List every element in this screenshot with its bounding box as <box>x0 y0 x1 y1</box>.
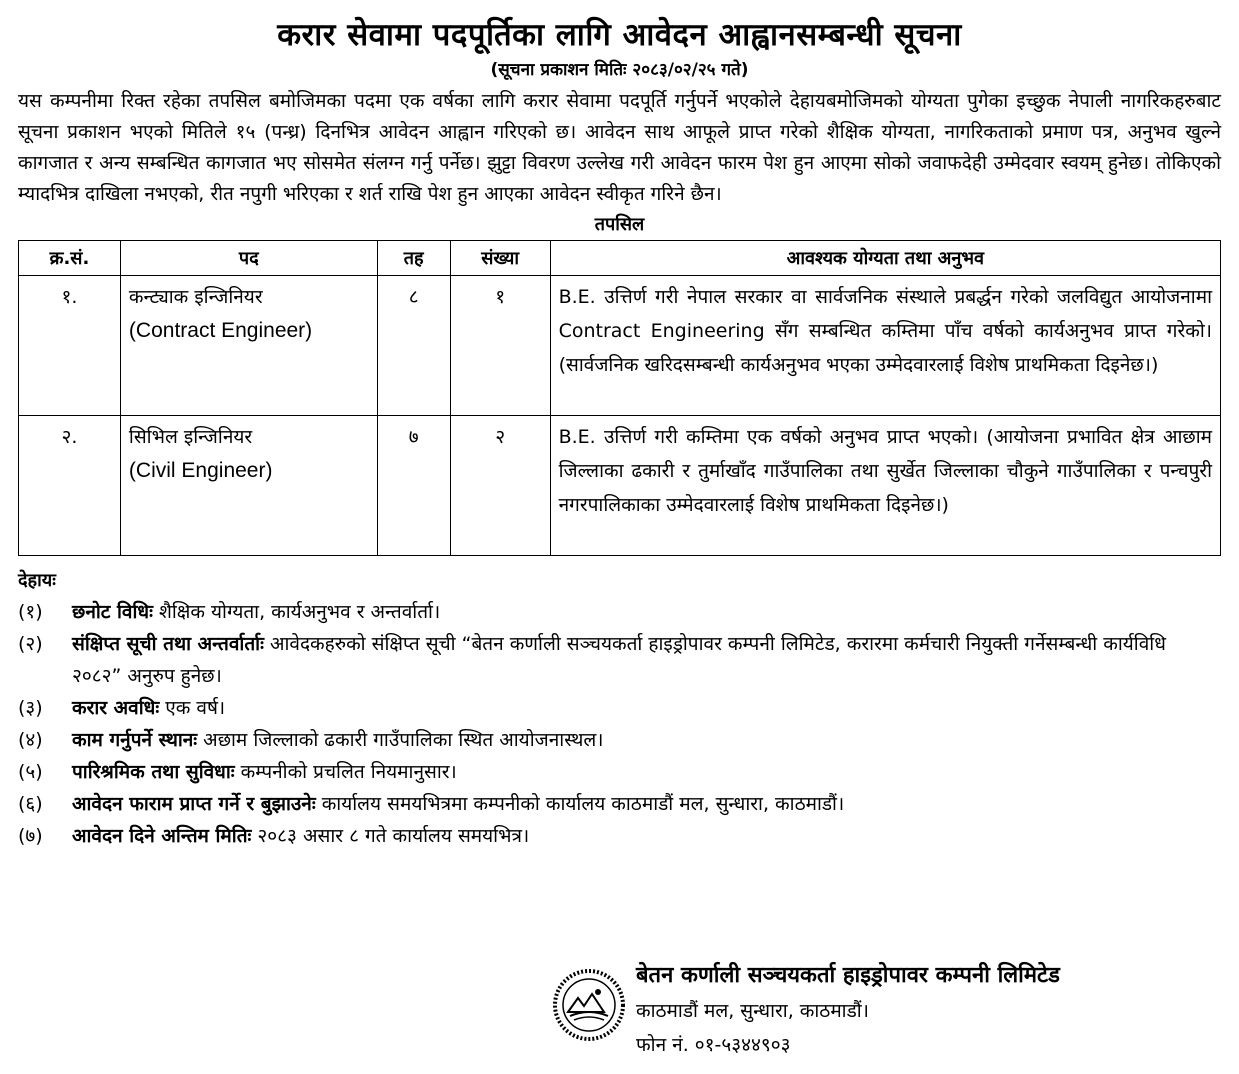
notice-title: करार सेवामा पदपूर्तिका लागि आवेदन आह्वानसम्बन्धी सूचना <box>277 17 962 53</box>
term-label: करार अवधिः <box>72 697 160 719</box>
term-text: शैक्षिक योग्यता, कार्यअनुभव र अन्तर्वार्ता। <box>152 601 441 623</box>
cell-level: ७ <box>377 416 450 556</box>
term-body <box>72 724 1221 756</box>
term-label: आवेदन दिने अन्तिम मितिः <box>72 825 252 847</box>
issuer-block <box>552 960 1222 1070</box>
table-row <box>19 276 1221 416</box>
term-body <box>72 788 1221 820</box>
header-level: तह <box>377 241 450 276</box>
term-body <box>72 628 1221 692</box>
table-header-row <box>19 241 1221 276</box>
list-item <box>18 820 1221 852</box>
header-count: संख्या <box>450 241 550 276</box>
term-label: काम गर्नुपर्ने स्थानः <box>72 729 198 751</box>
term-text: कार्यालय समयभित्रमा कम्पनीको कार्यालय काठमाडौं मल, सुन्धारा, काठमाडौं। <box>315 793 845 815</box>
term-label: आवेदन फाराम प्राप्त गर्ने र बुझाउनेः <box>72 793 316 815</box>
cell-post <box>120 416 377 556</box>
cell-sn: २. <box>19 416 121 556</box>
term-body <box>72 596 1221 628</box>
list-item <box>18 692 1221 724</box>
post-name-np: कन्ट्याक इन्जिनियर <box>128 286 263 308</box>
term-text: कम्पनीको प्रचलित नियमानुसार। <box>234 761 457 783</box>
posts-table <box>18 240 1221 556</box>
term-number: (५) <box>18 761 43 783</box>
list-item <box>18 756 1221 788</box>
term-number: (७) <box>18 825 43 847</box>
term-number: (२) <box>18 633 43 655</box>
company-seal-icon <box>552 968 626 1042</box>
intro-paragraph: यस कम्पनीमा रिक्त रहेका तपसिल बमोजिमका पदमा एक वर्षका लागि करार सेवामा पदपूर्ति गर्नुपर्ने भएकोले देहायबमोजिमको योग्यता पुगेका इच्छुक नेपाली नागरिकहरुबाट सूचना प्रकाशन भएको मितिले १५ (पन्ध्र) दिनभित्र आवेदन आह्वान गरिएको छ। आवेदन साथ आफूले प्राप्त गरेको शैक्षिक योग्यता, नागरिकताको प्रमाण पत्र, अनुभव खुल्ने कागजात र अन्य सम्बन्धित कागजात भए सोसमेत संलग्न गर्नु पर्नेछ। झुट्टा विवरण उल्लेख गरी आवेदन फारम पेश हुन आएमा सोको जवाफदेही उम्मेदवार स्वयम् हुनेछ। तोकिएको म्यादभित्र दाखिला नभएको, रीत नपुगी भरिएका र शर्त राखि पेश हुन आएका आवेदन स्वीकृत गरिने छैन। <box>18 90 1221 205</box>
cell-sn: १. <box>19 276 121 416</box>
term-label: पारिश्रमिक तथा सुविधाः <box>72 761 235 783</box>
term-number: (१) <box>18 601 43 623</box>
term-number: (४) <box>18 729 43 751</box>
cell-count: २ <box>450 416 550 556</box>
list-item <box>18 788 1221 820</box>
term-text: एक वर्ष। <box>159 697 226 719</box>
organization-name: बेतन कर्णाली सञ्चयकर्ता हाइड्रोपावर कम्पनी लिमिटेड <box>636 963 1060 988</box>
cell-qualification: B.E. उत्तिर्ण गरी कम्तिमा एक वर्षको अनुभव प्राप्त भएको। (आयोजना प्रभावित क्षेत्र आछाम जिल्लाका ढकारी र तुर्माखाँद गाउँपालिका तथा सुर्खेत जिल्लाका चौकुने गाउँपालिका र पन्चपुरी नगरपालिकाका उम्मेदवारलाई विशेष प्राथमिकता दिइनेछ।) <box>550 416 1220 556</box>
term-text: अछाम जिल्लाको ढकारी गाउँपालिका स्थित आयोजनास्थल। <box>197 729 604 751</box>
terms-heading: देहायः <box>18 570 56 591</box>
list-item <box>18 628 1221 692</box>
term-number: (३) <box>18 697 43 719</box>
term-number: (६) <box>18 793 43 815</box>
schedule-label: तपसिल <box>594 214 645 235</box>
publication-date: (सूचना प्रकाशन मितिः २०८३/०२/२५ गते) <box>490 60 749 80</box>
cell-level: ८ <box>377 276 450 416</box>
list-item <box>18 596 1221 628</box>
cell-count: १ <box>450 276 550 416</box>
post-name-en: (Civil Engineer) <box>128 459 273 482</box>
term-label: छनोट विधिः <box>72 601 153 623</box>
term-body <box>72 820 1221 852</box>
list-item <box>18 724 1221 756</box>
organization-phone: फोन नं. ०१-५३४४९०३ <box>636 1034 791 1056</box>
term-text: आवेदकहरुको संक्षिप्त सूची “बेतन कर्णाली सञ्चयकर्ता हाइड्रोपावर कम्पनी लिमिटेड, करारमा कर्मचारी नियुक्ती गर्नेसम्बन्धी कार्यविधि २०८२” अनुरुप हुनेछ। <box>72 633 1166 687</box>
term-label: संक्षिप्त सूची तथा अन्तर्वार्ताः <box>72 633 264 655</box>
table-row <box>19 416 1221 556</box>
post-name-en: (Contract Engineer) <box>128 319 313 342</box>
term-body <box>72 756 1221 788</box>
header-post: पद <box>120 241 377 276</box>
cell-post <box>120 276 377 416</box>
term-body <box>72 692 1221 724</box>
header-sn: क्र.सं. <box>19 241 121 276</box>
post-name-np: सिभिल इन्जिनियर <box>128 426 253 448</box>
term-text: २०८३ असार ८ गते कार्यालय समयभित्र। <box>251 825 530 847</box>
header-qualification: आवश्यक योग्यता तथा अनुभव <box>550 241 1220 276</box>
cell-qualification: B.E. उत्तिर्ण गरी नेपाल सरकार वा सार्वजनिक संस्थाले प्रबर्द्धन गरेको जलविद्युत आयोजनामा Contract Engineering सँग सम्बन्धित कम्तिमा पाँच वर्षको कार्यअनुभव प्राप्त गरेको। (सार्वजनिक खरिदसम्बन्धी कार्यअनुभव भएका उम्मेदवारलाई विशेष प्राथमिकता दिइनेछ।) <box>550 276 1220 416</box>
terms-list <box>18 596 1221 852</box>
organization-address: काठमाडौं मल, सुन्धारा, काठमाडौं। <box>636 1000 869 1022</box>
